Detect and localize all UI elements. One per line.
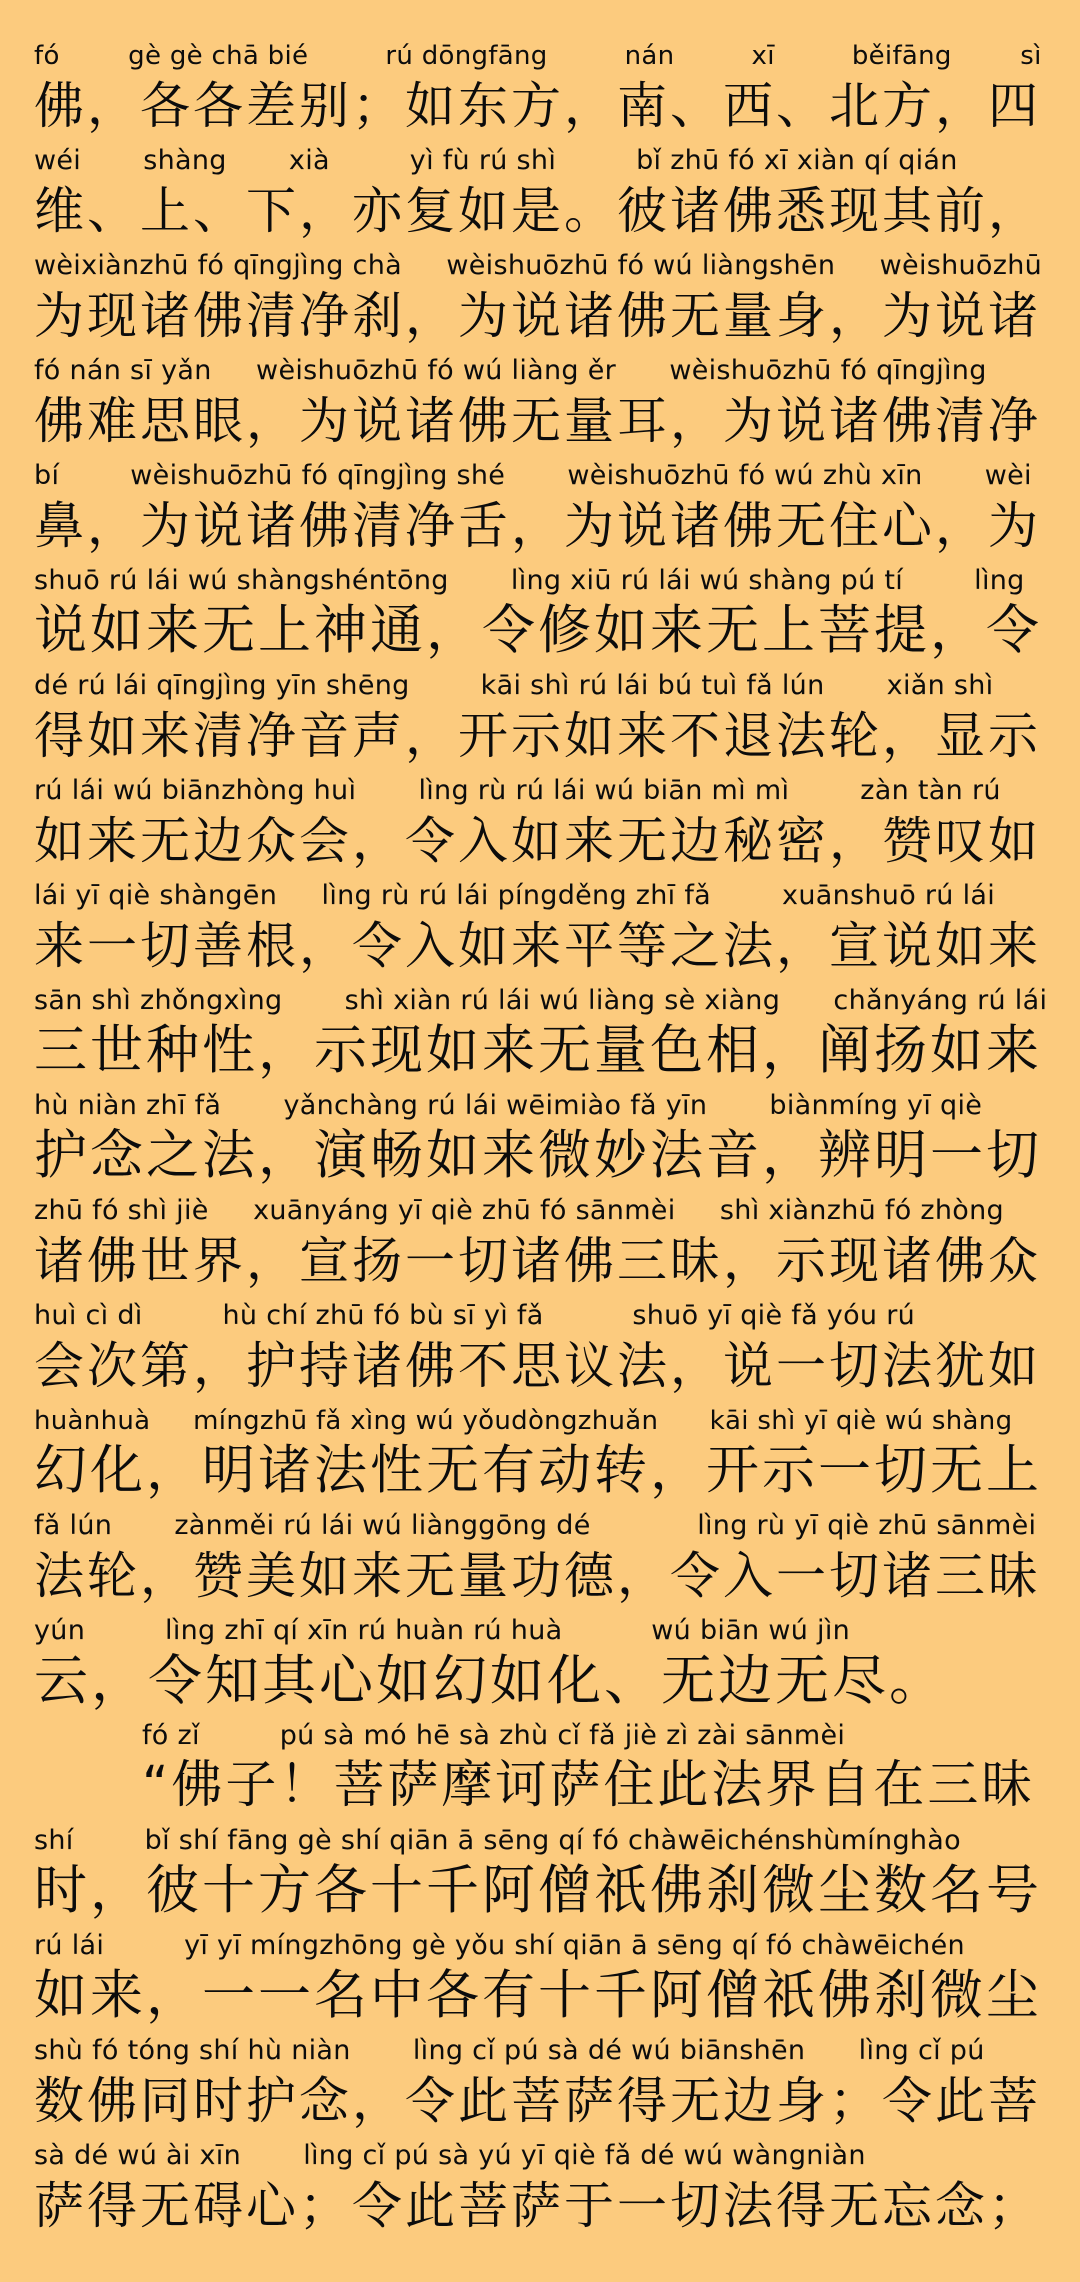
pinyin-line: yún lìng zhī qí xīn rú huàn rú huà wú biān wú jìn: [34, 1615, 851, 1646]
text-line-block: [34, 248, 1048, 353]
hanzi-line: 时，彼十方各十千阿僧祇佛刹微尘数名号: [34, 1860, 1042, 1921]
pinyin-line: sān shì zhǒngxìng shì xiàn rú lái wú liàng sè xiàng chǎnyáng rú lái: [34, 985, 1048, 1016]
hanzi-line: 如来，一一名中各有十千阿僧祇佛刹微尘: [34, 1965, 1042, 2026]
pinyin-line: wéi shàng xià yì fù rú shì bǐ zhū fó xī xiàn qí qián: [34, 145, 958, 176]
pinyin-line: shuō rú lái wú shàngshéntōng lìng xiū rú lái wú shàng pú tí lìng: [34, 565, 1025, 596]
hanzi-line: 鼻，为说诸佛清净舌，为说诸佛无住心，为: [34, 497, 1041, 555]
hanzi-line: 为现诸佛清净刹，为说诸佛无量身，为说诸: [34, 287, 1041, 345]
hanzi-line: 说如来无上神通，令修如来无上菩提，令: [34, 600, 1042, 661]
pinyin-line: hù niàn zhī fǎ yǎnchàng rú lái wēimiào fǎ yīn biànmíng yī qiè: [34, 1090, 983, 1121]
text-line-block: [34, 878, 1048, 983]
hanzi-line: 幻化，明诸法性无有动转，开示一切无上: [34, 1440, 1042, 1501]
hanzi-line: 维、上、下，亦复如是。彼诸佛悉现其前，: [34, 182, 1041, 240]
text-line-block: [34, 668, 1048, 773]
pinyin-line: huì cì dì hù chí zhū fó bù sī yì fǎ shuō yī qiè fǎ yóu rú: [34, 1300, 916, 1331]
text-line-block: [34, 773, 1048, 878]
text-line-block: [34, 1928, 1048, 2033]
text-line-block: [34, 1613, 1048, 1718]
pinyin-line: bí wèishuōzhū fó qīngjìng shé wèishuōzhū fó wú zhù xīn wèi: [34, 460, 1032, 491]
text-line-block: [34, 353, 1048, 458]
pinyin-line: sà dé wú ài xīn lìng cǐ pú sà yú yī qiè fǎ dé wú wàngniàn: [34, 2140, 866, 2171]
hanzi-line: 法轮，赞美如来无量功德，令入一切诸三昧: [34, 1547, 1041, 1605]
hanzi-line: 佛，各各差别；如东方，南、西、北方，四: [34, 77, 1041, 135]
text-line-block: [34, 2138, 1048, 2243]
hanzi-line: 如来无边众会，令入如来无边秘密，赞叹如: [34, 812, 1041, 870]
hanzi-line: 来一切善根，令入如来平等之法，宣说如来: [34, 917, 1041, 975]
text-line-block: [34, 1823, 1048, 1928]
hanzi-line: 会次第，护持诸佛不思议法，说一切法犹如: [34, 1337, 1041, 1395]
pinyin-line: fó nán sī yǎn wèishuōzhū fó wú liàng ěr wèishuōzhū fó qīngjìng: [34, 355, 987, 386]
hanzi-line: 护念之法，演畅如来微妙法音，辨明一切: [34, 1125, 1042, 1186]
pinyin-line: huànhuà míngzhū fǎ xìng wú yǒudòngzhuǎn kāi shì yī qiè wú shàng: [34, 1406, 1013, 1436]
hanzi-line: “佛子！菩萨摩诃萨住此法界自在三昧: [142, 1756, 1036, 1815]
pinyin-line: rú lái yī yī míngzhōng gè yǒu shí qiān ā sēng qí fó chàwēichén: [34, 1930, 965, 1961]
text-line-block: [34, 458, 1048, 563]
text-line-block: [34, 143, 1048, 248]
text-line-block: [34, 1088, 1048, 1193]
pinyin-line: wèixiànzhū fó qīngjìng chà wèishuōzhū fó wú liàngshēn wèishuōzhū: [34, 250, 1043, 281]
hanzi-line: 萨得无碍心；令此菩萨于一切法得无忘念；: [34, 2177, 1041, 2235]
text-line-block: [34, 983, 1048, 1088]
pinyin-line: lái yī qiè shàngēn lìng rù rú lái píngděng zhī fǎ xuānshuō rú lái: [34, 880, 996, 911]
hanzi-line: 诸佛世界，宣扬一切诸佛三昧，示现诸佛众: [34, 1232, 1041, 1290]
text-line-block: [34, 1298, 1048, 1403]
hanzi-line: 数佛同时护念，令此菩萨得无边身；令此菩: [34, 2072, 1041, 2130]
hanzi-line: 云，令知其心如幻如化、无边无尽。: [34, 1649, 946, 1712]
text-line-block: [34, 563, 1048, 668]
text-line-block: [34, 1508, 1048, 1613]
hanzi-line: 佛难思眼，为说诸佛无量耳，为说诸佛清净: [34, 392, 1041, 450]
hanzi-line: 得如来清净音声，开示如来不退法轮，显示: [34, 707, 1041, 765]
pinyin-line: fǎ lún zànměi rú lái wú liànggōng dé lìng rù yī qiè zhū sānmèi: [34, 1510, 1037, 1541]
pinyin-line: fó gè gè chā bié rú dōngfāng nán xī běifāng sì: [34, 41, 1042, 71]
text-line-block: [34, 1403, 1048, 1508]
text-line-block: [34, 1193, 1048, 1298]
text-line-block: [34, 2033, 1048, 2138]
pinyin-line: shù fó tóng shí hù niàn lìng cǐ pú sà dé wú biānshēn lìng cǐ pú: [34, 2035, 985, 2066]
pinyin-line: rú lái wú biānzhòng huì lìng rù rú lái wú biān mì mì zàn tàn rú: [34, 775, 1001, 806]
text-line-block: [34, 1718, 1048, 1823]
hanzi-line: 三世种性，示现如来无量色相，阐扬如来: [34, 1020, 1042, 1081]
pinyin-line: dé rú lái qīngjìng yīn shēng kāi shì rú lái bú tuì fǎ lún xiǎn shì: [34, 670, 994, 701]
pinyin-line: zhū fó shì jiè xuānyáng yī qiè zhū fó sānmèi shì xiànzhū fó zhòng: [34, 1195, 1004, 1226]
pinyin-line: shí bǐ shí fāng gè shí qiān ā sēng qí fó chàwēichénshùmínghào: [34, 1825, 961, 1856]
text-line-block: [34, 38, 1048, 143]
pinyin-line: fó zǐ pú sà mó hē sà zhù cǐ fǎ jiè zì zài sānmèi: [142, 1720, 846, 1751]
